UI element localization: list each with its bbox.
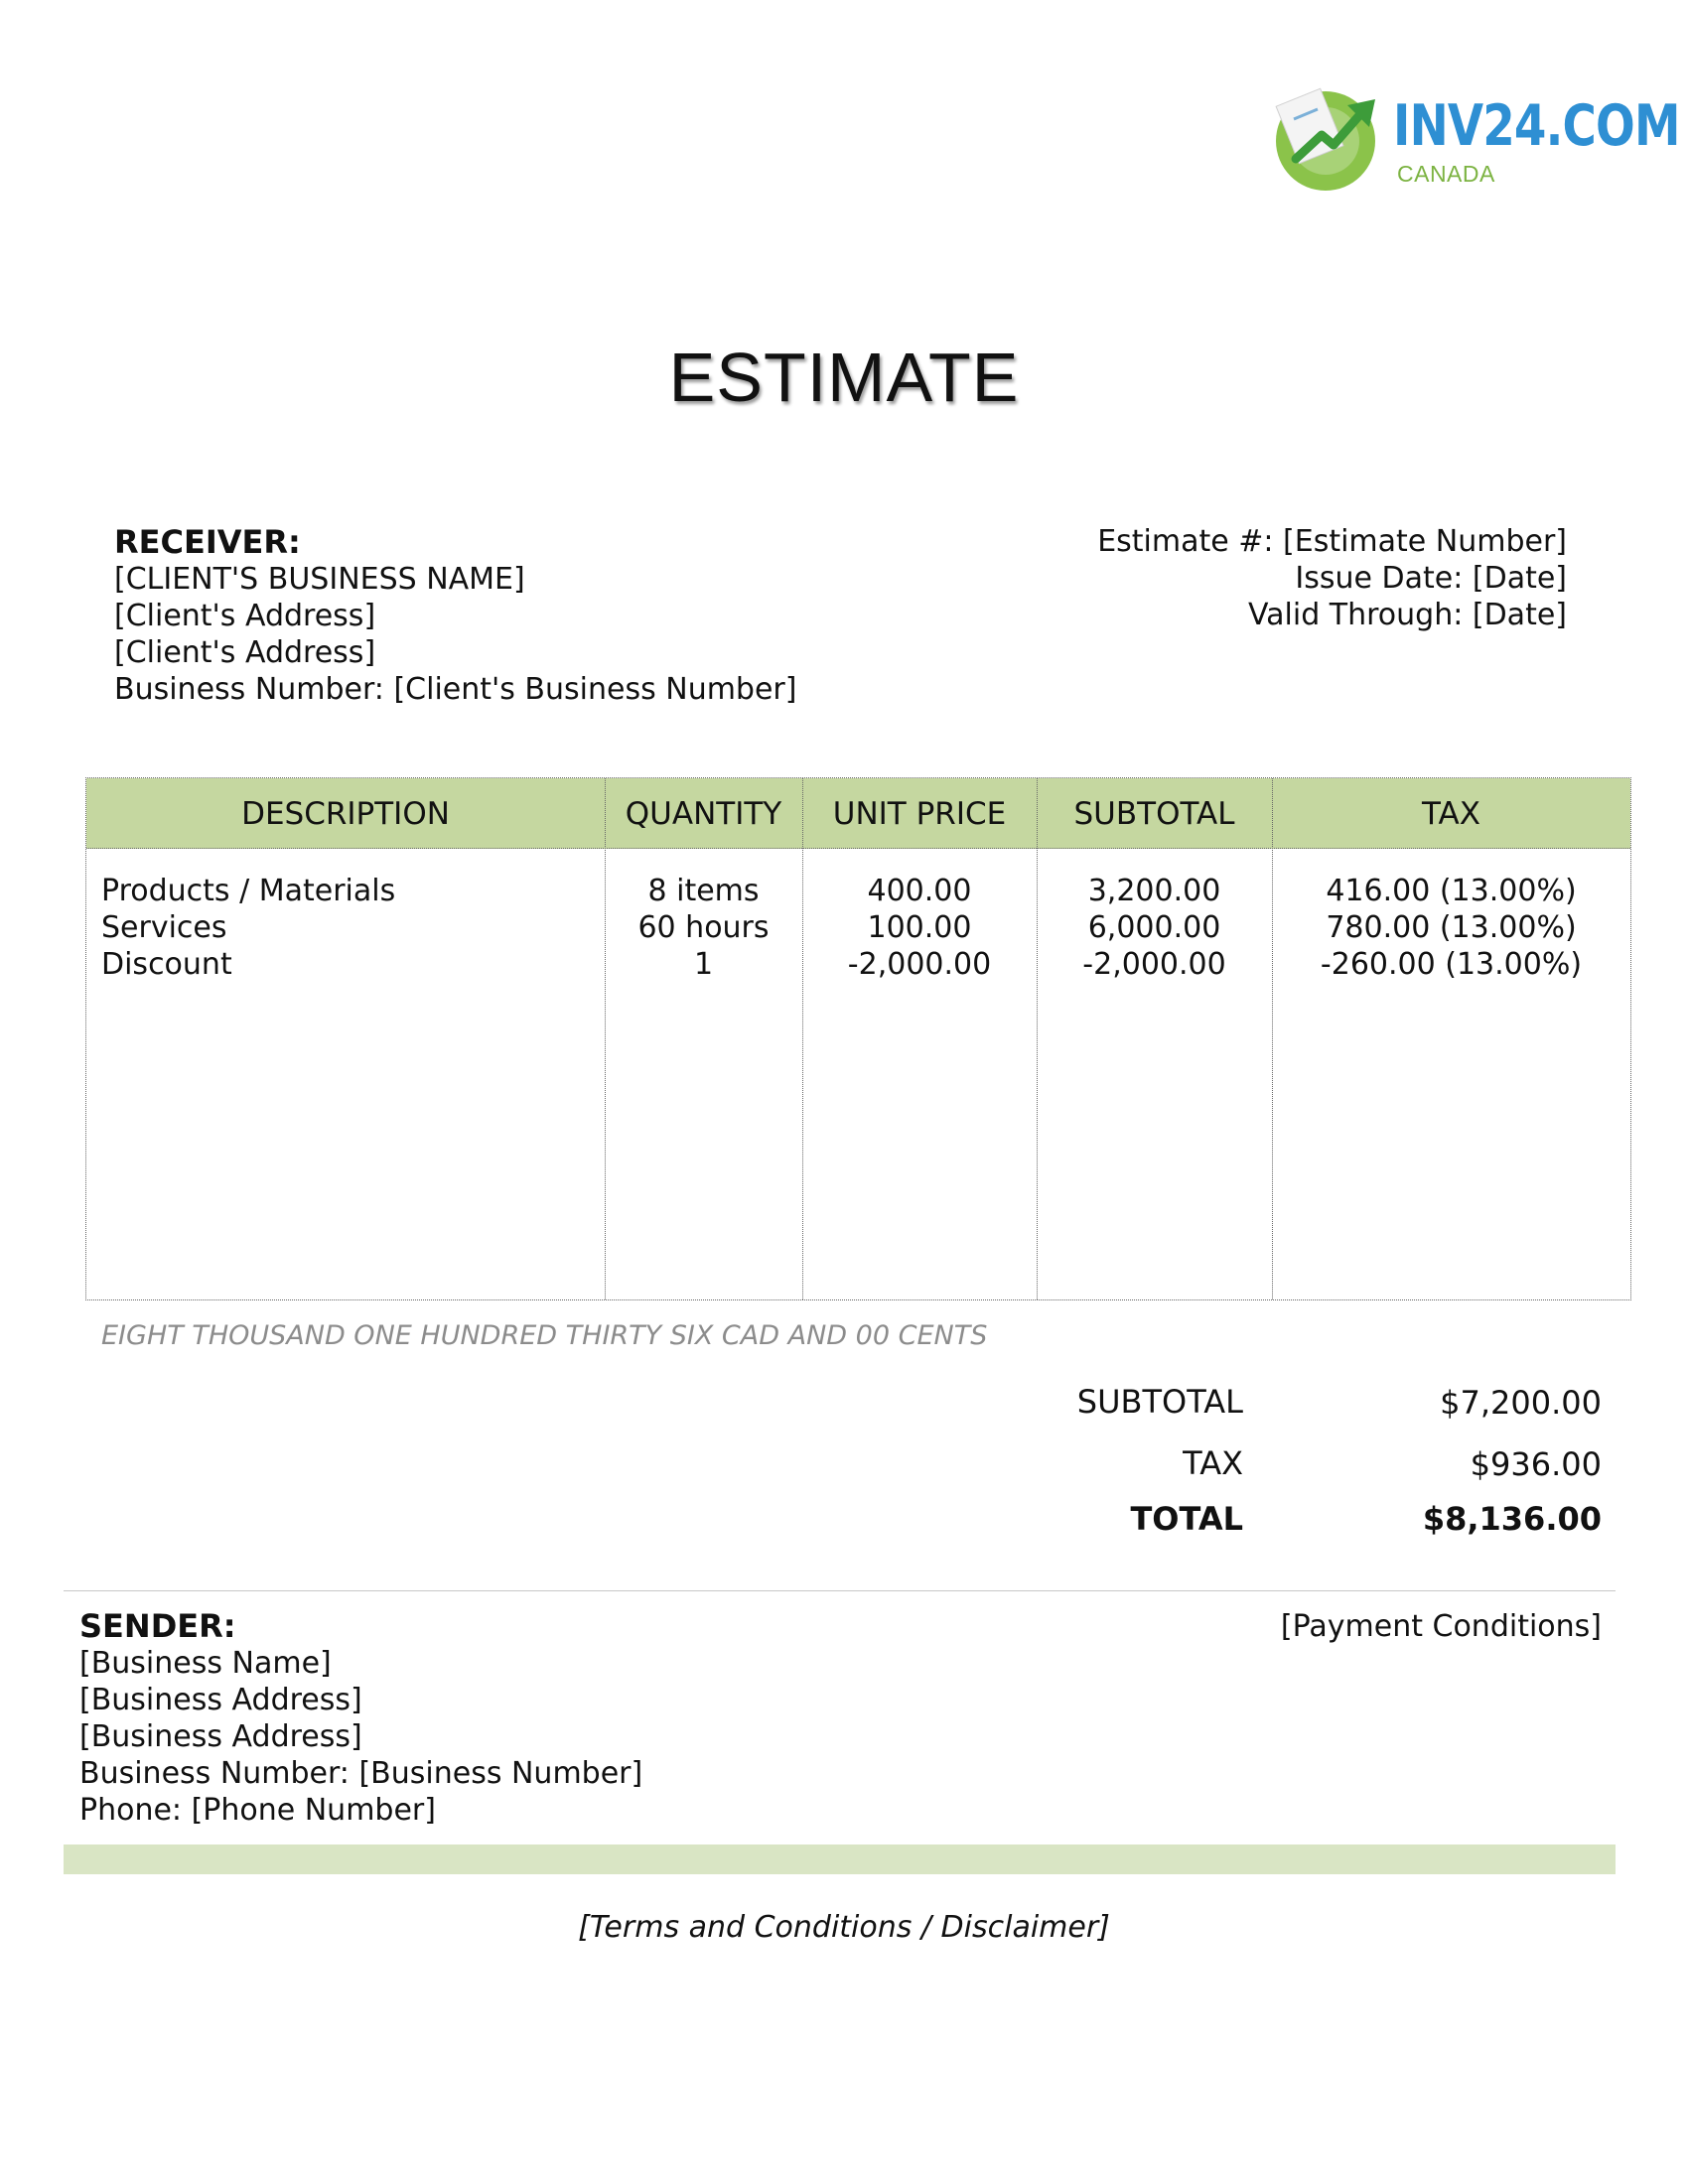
footer-bar — [64, 1844, 1616, 1874]
items-table — [85, 777, 1631, 1300]
logo-region: CANADA — [1397, 161, 1495, 187]
row-quantity: 1 — [693, 947, 714, 982]
logo-brand: INV24.COM — [1393, 93, 1680, 159]
estimate-meta — [1097, 523, 1567, 633]
row-unit-price: 400.00 — [867, 874, 972, 908]
row-description: Discount — [101, 947, 232, 982]
row-description: Products / Materials — [101, 874, 396, 908]
row-tax: -260.00 (13.00%) — [1320, 947, 1583, 982]
sender-phone: Phone: [Phone Number] — [79, 1793, 436, 1828]
divider — [64, 1590, 1616, 1591]
header-unit-price: UNIT PRICE — [832, 795, 1007, 832]
row-unit-price: -2,000.00 — [847, 947, 992, 982]
row-subtotal: -2,000.00 — [1082, 947, 1226, 982]
sender-business-number: Business Number: [Business Number] — [79, 1756, 643, 1791]
subtotal-label: SUBTOTAL — [1076, 1383, 1243, 1421]
tax-value: $936.00 — [1470, 1445, 1602, 1483]
sender-address-line: [Business Address] — [79, 1683, 362, 1717]
description-column — [101, 873, 395, 983]
receiver-label: RECEIVER: — [114, 523, 301, 561]
valid-through: Valid Through: [Date] — [1247, 598, 1567, 632]
issue-date: Issue Date: [Date] — [1295, 561, 1567, 596]
receiver-address-line: [Client's Address] — [114, 599, 376, 633]
row-quantity: 60 hours — [637, 910, 770, 945]
row-tax: 780.00 (13.00%) — [1326, 910, 1577, 945]
receiver-business-number: Business Number: [Client's Business Number] — [114, 672, 797, 707]
subtotal-value: $7,200.00 — [1440, 1384, 1602, 1422]
payment-conditions: [Payment Conditions] — [1280, 1609, 1602, 1644]
row-description: Services — [101, 910, 227, 945]
header-description: DESCRIPTION — [241, 795, 450, 832]
receiver-business-name: [CLIENT'S BUSINESS NAME] — [114, 562, 525, 597]
quantity-column — [605, 873, 802, 983]
column-divider — [802, 778, 803, 1299]
sender-block — [79, 1608, 642, 1829]
terms-and-conditions: [Terms and Conditions / Disclaimer] — [578, 1910, 1110, 1945]
tax-column — [1272, 873, 1630, 983]
total-value: $8,136.00 — [1422, 1500, 1602, 1538]
row-tax: 416.00 (13.00%) — [1326, 874, 1577, 908]
logo — [1274, 79, 1680, 199]
receiver-block — [114, 524, 796, 708]
row-subtotal: 6,000.00 — [1087, 910, 1221, 945]
row-quantity: 8 items — [647, 874, 760, 908]
amount-in-words: EIGHT THOUSAND ONE HUNDRED THIRTY SIX CAD AND 00 CENTS — [101, 1320, 988, 1351]
total-label: TOTAL — [1130, 1500, 1243, 1538]
row-subtotal: 3,200.00 — [1087, 874, 1221, 908]
sender-business-name: [Business Name] — [79, 1646, 332, 1681]
row-unit-price: 100.00 — [867, 910, 972, 945]
sender-address-line: [Business Address] — [79, 1719, 362, 1754]
receiver-address-line: [Client's Address] — [114, 635, 376, 670]
document-title: ESTIMATE — [668, 339, 1020, 416]
column-divider — [605, 778, 606, 1299]
sender-label: SENDER: — [79, 1607, 236, 1645]
header-tax: TAX — [1422, 795, 1480, 832]
header-quantity: QUANTITY — [625, 795, 782, 832]
subtotal-column — [1037, 873, 1272, 983]
unit-price-column — [802, 873, 1037, 983]
estimate-number: Estimate #: [Estimate Number] — [1097, 524, 1567, 559]
tax-label: TAX — [1183, 1444, 1243, 1482]
column-divider — [1272, 778, 1273, 1299]
header-subtotal: SUBTOTAL — [1073, 795, 1235, 832]
column-divider — [1037, 778, 1038, 1299]
chart-arrow-icon — [1274, 79, 1388, 194]
